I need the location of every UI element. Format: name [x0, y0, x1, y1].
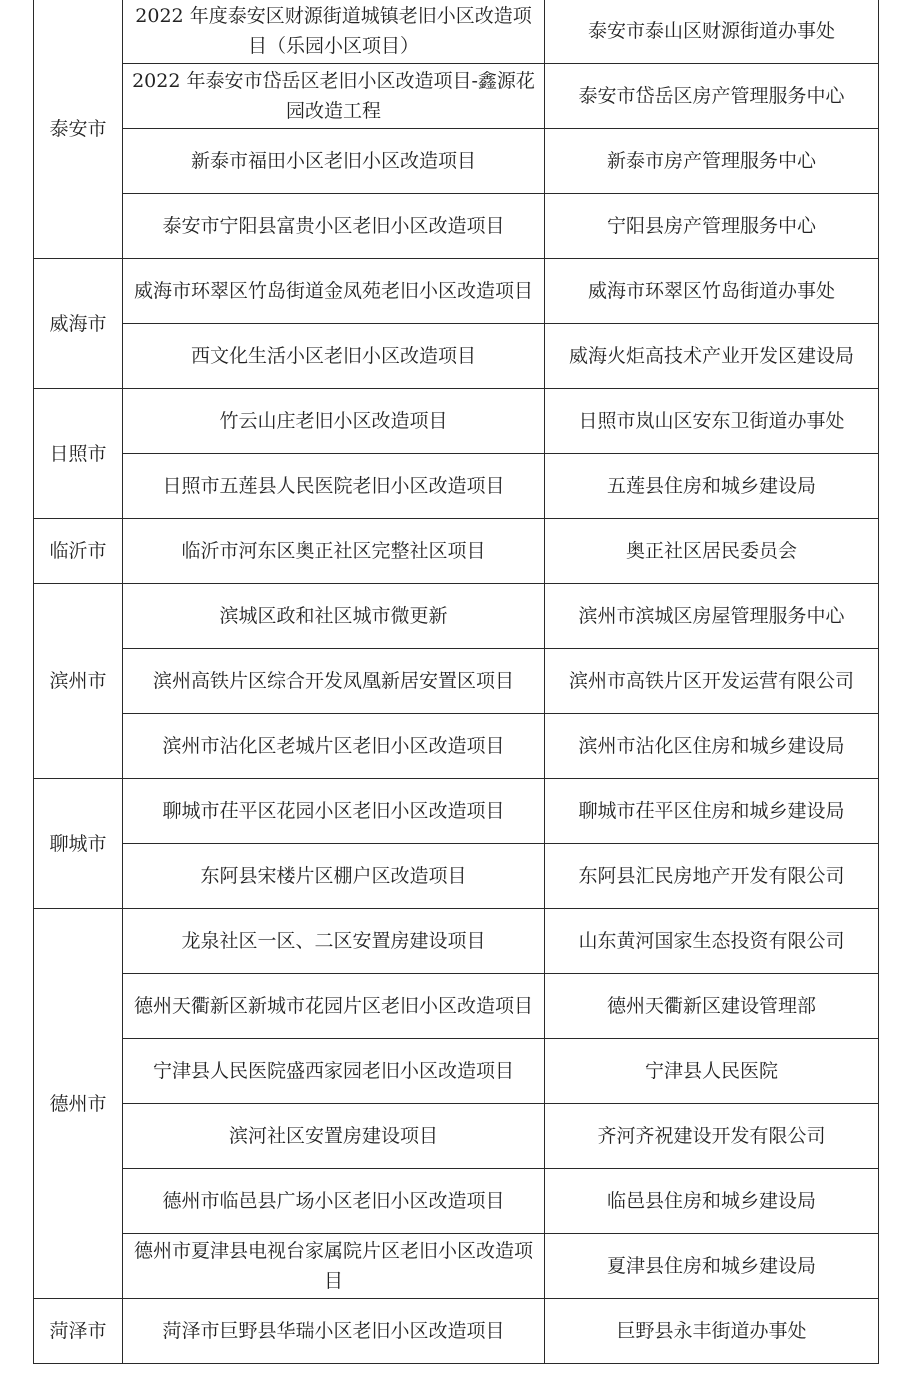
table-row: [34, 64, 879, 129]
project-name-cell: 日照市五莲县人民医院老旧小区改造项目: [123, 454, 545, 519]
city-cell: 菏泽市: [34, 1299, 123, 1364]
implementing-unit-cell: 滨州市滨城区房屋管理服务中心: [545, 584, 879, 649]
implementing-unit-cell: 新泰市房产管理服务中心: [545, 129, 879, 194]
project-name-cell: 菏泽市巨野县华瑞小区老旧小区改造项目: [123, 1299, 545, 1364]
table-row: [34, 389, 879, 454]
implementing-unit-cell: 泰安市岱岳区房产管理服务中心: [545, 64, 879, 129]
project-name-cell: 龙泉社区一区、二区安置房建设项目: [123, 909, 545, 974]
table-row: [34, 519, 879, 584]
table-row: [34, 194, 879, 259]
project-table: [33, 0, 879, 1364]
project-name-cell: 宁津县人民医院盛西家园老旧小区改造项目: [123, 1039, 545, 1104]
table-row: [34, 974, 879, 1039]
project-name-cell: 新泰市福田小区老旧小区改造项目: [123, 129, 545, 194]
table-row: [34, 1039, 879, 1104]
project-name-cell: 德州市夏津县电视台家属院片区老旧小区改造项目: [123, 1234, 545, 1299]
project-name-cell: 西文化生活小区老旧小区改造项目: [123, 324, 545, 389]
table-row: [34, 1104, 879, 1169]
project-name-cell: 聊城市茌平区花园小区老旧小区改造项目: [123, 779, 545, 844]
table-row: [34, 324, 879, 389]
project-name-cell: 威海市环翠区竹岛街道金凤苑老旧小区改造项目: [123, 259, 545, 324]
project-name-cell: 滨州市沾化区老城片区老旧小区改造项目: [123, 714, 545, 779]
city-cell: 聊城市: [34, 779, 123, 909]
implementing-unit-cell: 威海火炬高技术产业开发区建设局: [545, 324, 879, 389]
project-name-cell: 德州市临邑县广场小区老旧小区改造项目: [123, 1169, 545, 1234]
implementing-unit-cell: 泰安市泰山区财源街道办事处: [545, 0, 879, 64]
project-name-cell: 2022 年泰安市岱岳区老旧小区改造项目-鑫源花园改造工程: [123, 64, 545, 129]
implementing-unit-cell: 滨州市高铁片区开发运营有限公司: [545, 649, 879, 714]
implementing-unit-cell: 巨野县永丰街道办事处: [545, 1299, 879, 1364]
implementing-unit-cell: 齐河齐祝建设开发有限公司: [545, 1104, 879, 1169]
city-cell: 泰安市: [34, 0, 123, 259]
implementing-unit-cell: 宁津县人民医院: [545, 1039, 879, 1104]
project-name-cell: 临沂市河东区奥正社区完整社区项目: [123, 519, 545, 584]
city-cell: 临沂市: [34, 519, 123, 584]
table-row: [34, 909, 879, 974]
implementing-unit-cell: 五莲县住房和城乡建设局: [545, 454, 879, 519]
project-name-cell: 滨河社区安置房建设项目: [123, 1104, 545, 1169]
table-row: [34, 259, 879, 324]
implementing-unit-cell: 临邑县住房和城乡建设局: [545, 1169, 879, 1234]
table-row: [34, 0, 879, 64]
table-row: [34, 454, 879, 519]
table-row: [34, 714, 879, 779]
implementing-unit-cell: 威海市环翠区竹岛街道办事处: [545, 259, 879, 324]
project-name-cell: 泰安市宁阳县富贵小区老旧小区改造项目: [123, 194, 545, 259]
implementing-unit-cell: 聊城市茌平区住房和城乡建设局: [545, 779, 879, 844]
implementing-unit-cell: 德州天衢新区建设管理部: [545, 974, 879, 1039]
project-name-cell: 德州天衢新区新城市花园片区老旧小区改造项目: [123, 974, 545, 1039]
city-cell: 滨州市: [34, 584, 123, 779]
project-name-cell: 滨州高铁片区综合开发凤凰新居安置区项目: [123, 649, 545, 714]
project-name-cell: 滨城区政和社区城市微更新: [123, 584, 545, 649]
table-row: [34, 1299, 879, 1364]
project-name-cell: 2022 年度泰安区财源街道城镇老旧小区改造项目（乐园小区项目）: [123, 0, 545, 64]
implementing-unit-cell: 宁阳县房产管理服务中心: [545, 194, 879, 259]
city-cell: 德州市: [34, 909, 123, 1299]
implementing-unit-cell: 山东黄河国家生态投资有限公司: [545, 909, 879, 974]
table-row: [34, 1169, 879, 1234]
city-cell: 日照市: [34, 389, 123, 519]
city-cell: 威海市: [34, 259, 123, 389]
implementing-unit-cell: 滨州市沾化区住房和城乡建设局: [545, 714, 879, 779]
implementing-unit-cell: 日照市岚山区安东卫街道办事处: [545, 389, 879, 454]
table-row: [34, 129, 879, 194]
implementing-unit-cell: 奥正社区居民委员会: [545, 519, 879, 584]
table-row: [34, 1234, 879, 1299]
table-row: [34, 844, 879, 909]
table-row: [34, 584, 879, 649]
table-row: [34, 649, 879, 714]
project-name-cell: 东阿县宋楼片区棚户区改造项目: [123, 844, 545, 909]
table-row: [34, 779, 879, 844]
implementing-unit-cell: 东阿县汇民房地产开发有限公司: [545, 844, 879, 909]
table-body: [34, 0, 879, 1364]
project-name-cell: 竹云山庄老旧小区改造项目: [123, 389, 545, 454]
implementing-unit-cell: 夏津县住房和城乡建设局: [545, 1234, 879, 1299]
